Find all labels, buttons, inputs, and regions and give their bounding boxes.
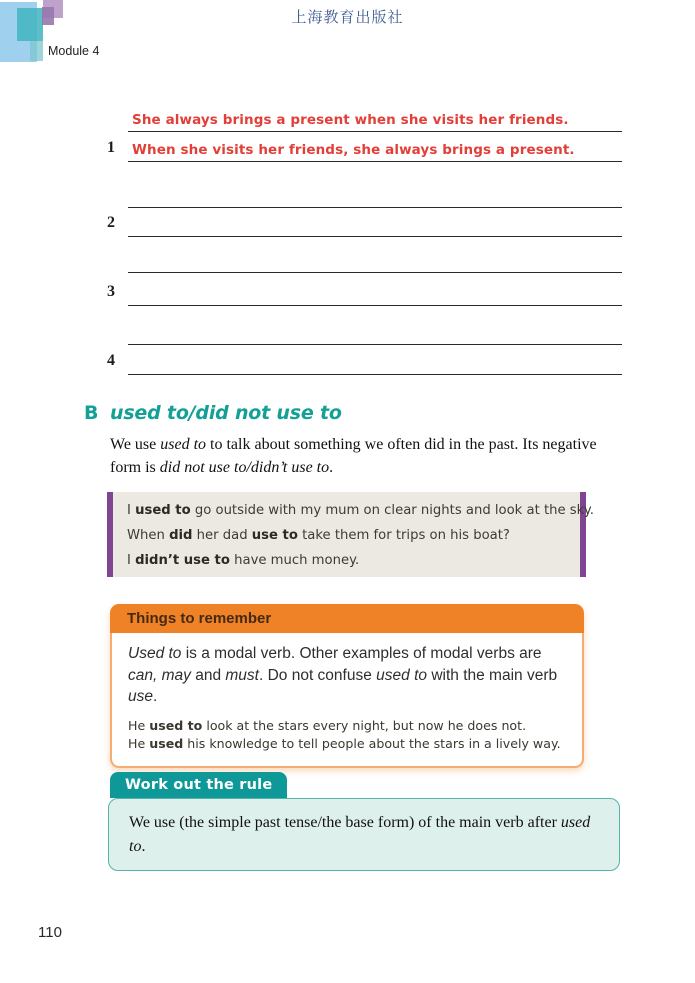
- answer-line: [128, 181, 622, 208]
- deco-square-purple-dark: [42, 7, 54, 25]
- handwritten-answer: [128, 269, 132, 272]
- section-b-label: B: [84, 402, 99, 424]
- example-sentence: He used his knowledge to tell people about the stars in a lively way.: [128, 735, 561, 751]
- item-number: 2: [107, 214, 115, 231]
- handwritten-answer: [128, 302, 132, 305]
- section-b-title: used to/did not use to: [110, 402, 342, 424]
- deco-square-teal: [17, 8, 43, 41]
- answer-line: [128, 132, 622, 162]
- answer-lines: [128, 318, 622, 375]
- things-to-remember-title: Things to remember: [110, 604, 584, 633]
- item-number: 1: [107, 139, 115, 156]
- item-number: 4: [107, 352, 115, 369]
- page-number: 110: [38, 924, 62, 941]
- answer-line: [128, 208, 622, 237]
- exercise-item-2: [107, 181, 622, 237]
- exercise-item-1: [107, 105, 622, 162]
- example-sentence: He used to look at the stars every night, but now he does not.: [128, 717, 527, 733]
- handwritten-answer: [128, 371, 132, 374]
- answer-lines: [128, 105, 622, 162]
- deco-square-teal-light: [30, 41, 43, 61]
- things-to-remember-examples: [128, 717, 566, 753]
- answer-line: [128, 246, 622, 273]
- answer-line: [128, 273, 622, 306]
- answer-lines: [128, 246, 622, 306]
- section-b-intro: We use used to to talk about something we often did in the past. Its negative form is did not use to/didn’t use to.: [110, 436, 597, 476]
- answer-line: [128, 318, 622, 345]
- exercise-item-4: [107, 318, 622, 375]
- things-to-remember-paragraph: Used to is a modal verb. Other examples of modal verbs are can, may and must. Do not confuse used to with the main verb use.: [128, 645, 558, 705]
- exercise-item-3: [107, 246, 622, 306]
- item-number: 3: [107, 283, 115, 300]
- answer-line: [128, 105, 622, 132]
- example-sentence: I used to go outside with my mum on clear nights and look at the sky.: [127, 503, 594, 518]
- work-out-the-rule-tab: Work out the rule: [110, 772, 287, 798]
- example-sentence: I didn’t use to have much money.: [127, 553, 360, 568]
- handwritten-answer: [128, 204, 132, 207]
- work-out-the-rule-body: We use (the simple past tense/the base form) of the main verb after used to.: [108, 798, 620, 871]
- things-to-remember-body: [110, 633, 584, 768]
- handwritten-answer: [128, 341, 132, 344]
- example-sentence: When did her dad use to take them for trips on his boat?: [127, 528, 510, 543]
- publisher-header: 上海教育出版社: [291, 8, 404, 26]
- example-sentences-box: [107, 492, 594, 577]
- answer-lines: [128, 181, 622, 237]
- handwritten-answer: [128, 233, 132, 236]
- things-to-remember-box: [110, 604, 584, 768]
- module-corner-decoration: [0, 0, 80, 70]
- handwritten-answer: When she visits her friends, she always brings a present.: [132, 142, 575, 158]
- answer-line: [128, 345, 622, 375]
- handwritten-answer: She always brings a present when she visits her friends.: [132, 112, 569, 128]
- module-label: Module 4: [48, 44, 100, 58]
